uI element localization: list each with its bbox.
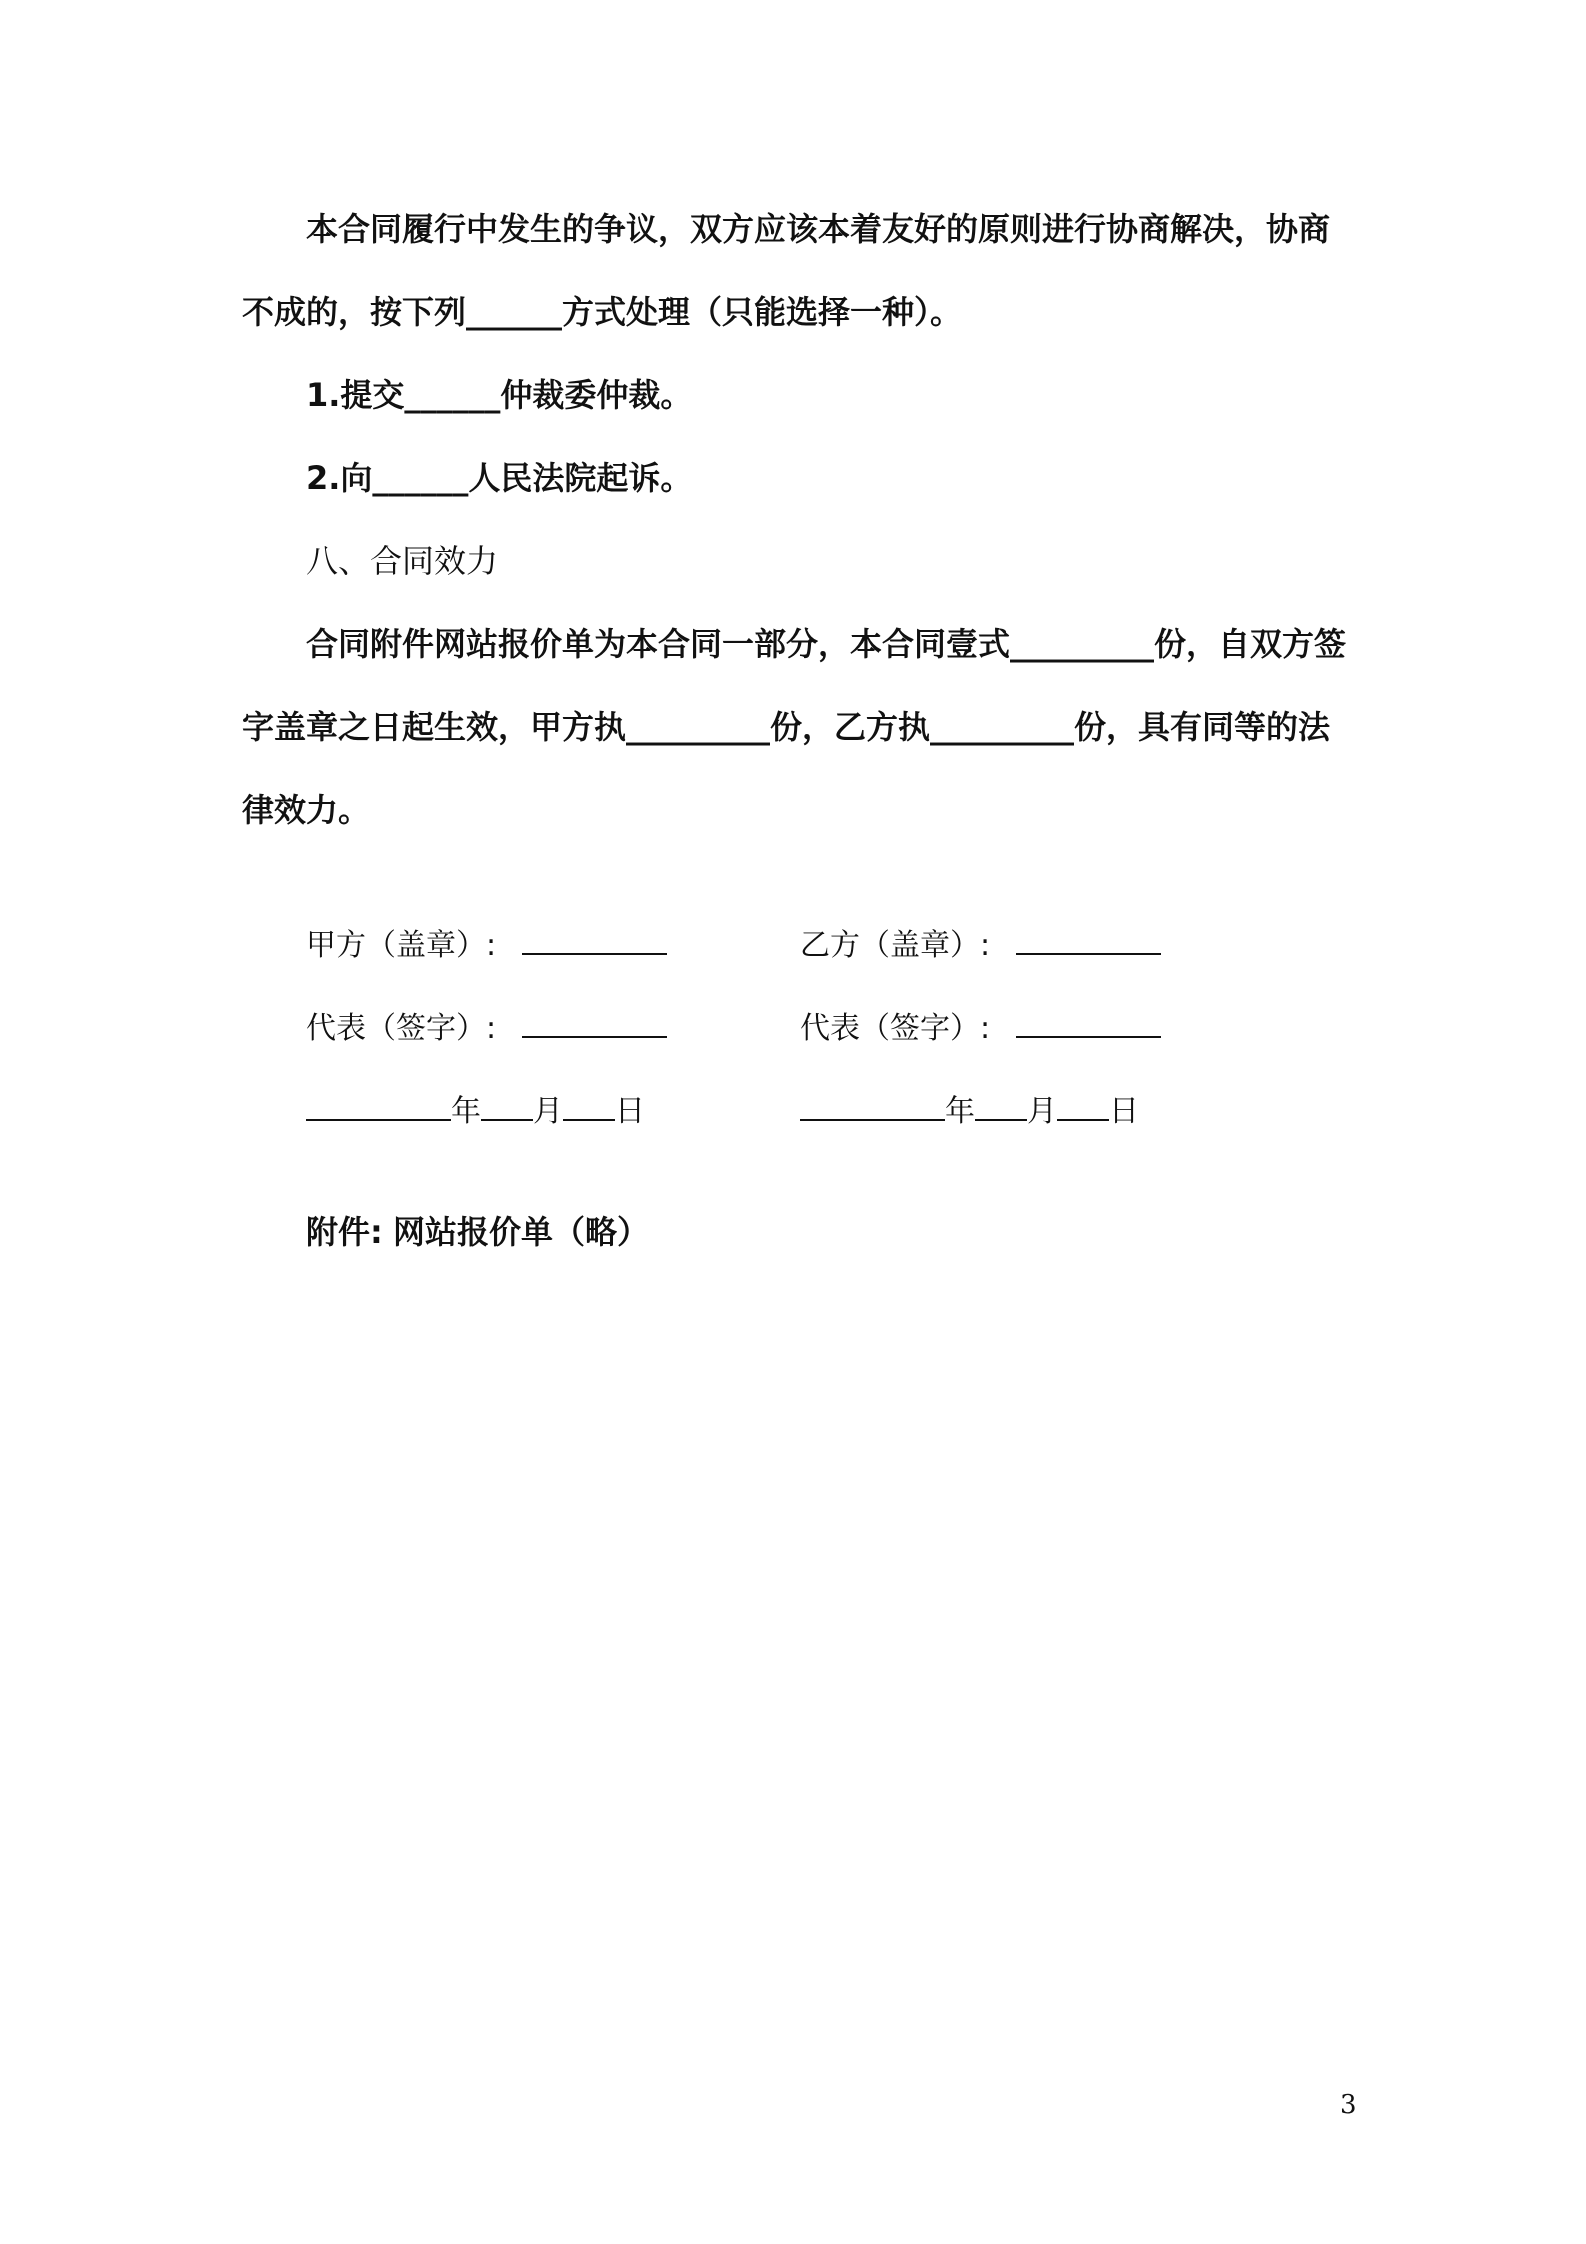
party-b-seal-label: 乙方（盖章）: <box>800 928 991 963</box>
year-label: 年 <box>451 1094 481 1129</box>
party-a-rep-blank <box>522 1008 667 1038</box>
appendix-label: 附件: <box>306 1213 383 1251</box>
day-label: 日 <box>615 1094 645 1129</box>
party-b-rep-blank <box>1016 1008 1161 1038</box>
party-b-seal-blank <box>1016 925 1161 955</box>
party-a-seal-blank <box>522 925 667 955</box>
appendix-text: 网站报价单（略） <box>392 1213 649 1251</box>
party-b-date-row <box>800 1091 1139 1132</box>
month-label: 月 <box>533 1094 563 1129</box>
day-blank <box>1057 1091 1109 1121</box>
year-blank <box>800 1091 945 1121</box>
month-blank <box>975 1091 1027 1121</box>
section-heading: 八、合同效力 <box>306 542 499 580</box>
court-option: 2.向______人民法院起诉。 <box>306 459 693 497</box>
dispute-paragraph: 本合同履行中发生的争议，双方应该本着友好的原则进行协商解决，协商不成的，按下列______方式处理（只能选择一种）。 <box>242 210 1331 331</box>
day-label: 日 <box>1109 1094 1139 1129</box>
party-a-rep-row <box>306 1008 667 1049</box>
party-a-date-row <box>306 1091 645 1132</box>
month-label: 月 <box>1027 1094 1057 1129</box>
party-a-seal-row <box>306 925 667 966</box>
validity-paragraph: 合同附件网站报价单为本合同一部分，本合同壹式_________份，自双方签字盖章之日起生效，甲方执_________份，乙方执_________份，具有同等的法律效力。 <box>242 625 1347 829</box>
dispute-section <box>242 188 1352 852</box>
year-blank <box>306 1091 451 1121</box>
party-b-rep-label: 代表（签字）: <box>800 1011 991 1046</box>
party-b-rep-row <box>800 1008 1161 1049</box>
party-b-seal-row <box>800 925 1161 966</box>
year-label: 年 <box>945 1094 975 1129</box>
arbitration-option: 1.提交______仲裁委仲裁。 <box>306 376 693 414</box>
appendix-line <box>306 1210 649 1254</box>
day-blank <box>563 1091 615 1121</box>
page-number: 3 <box>1340 2090 1357 2120</box>
party-a-rep-label: 代表（签字）: <box>306 1011 497 1046</box>
month-blank <box>481 1091 533 1121</box>
party-a-seal-label: 甲方（盖章）: <box>306 928 497 963</box>
